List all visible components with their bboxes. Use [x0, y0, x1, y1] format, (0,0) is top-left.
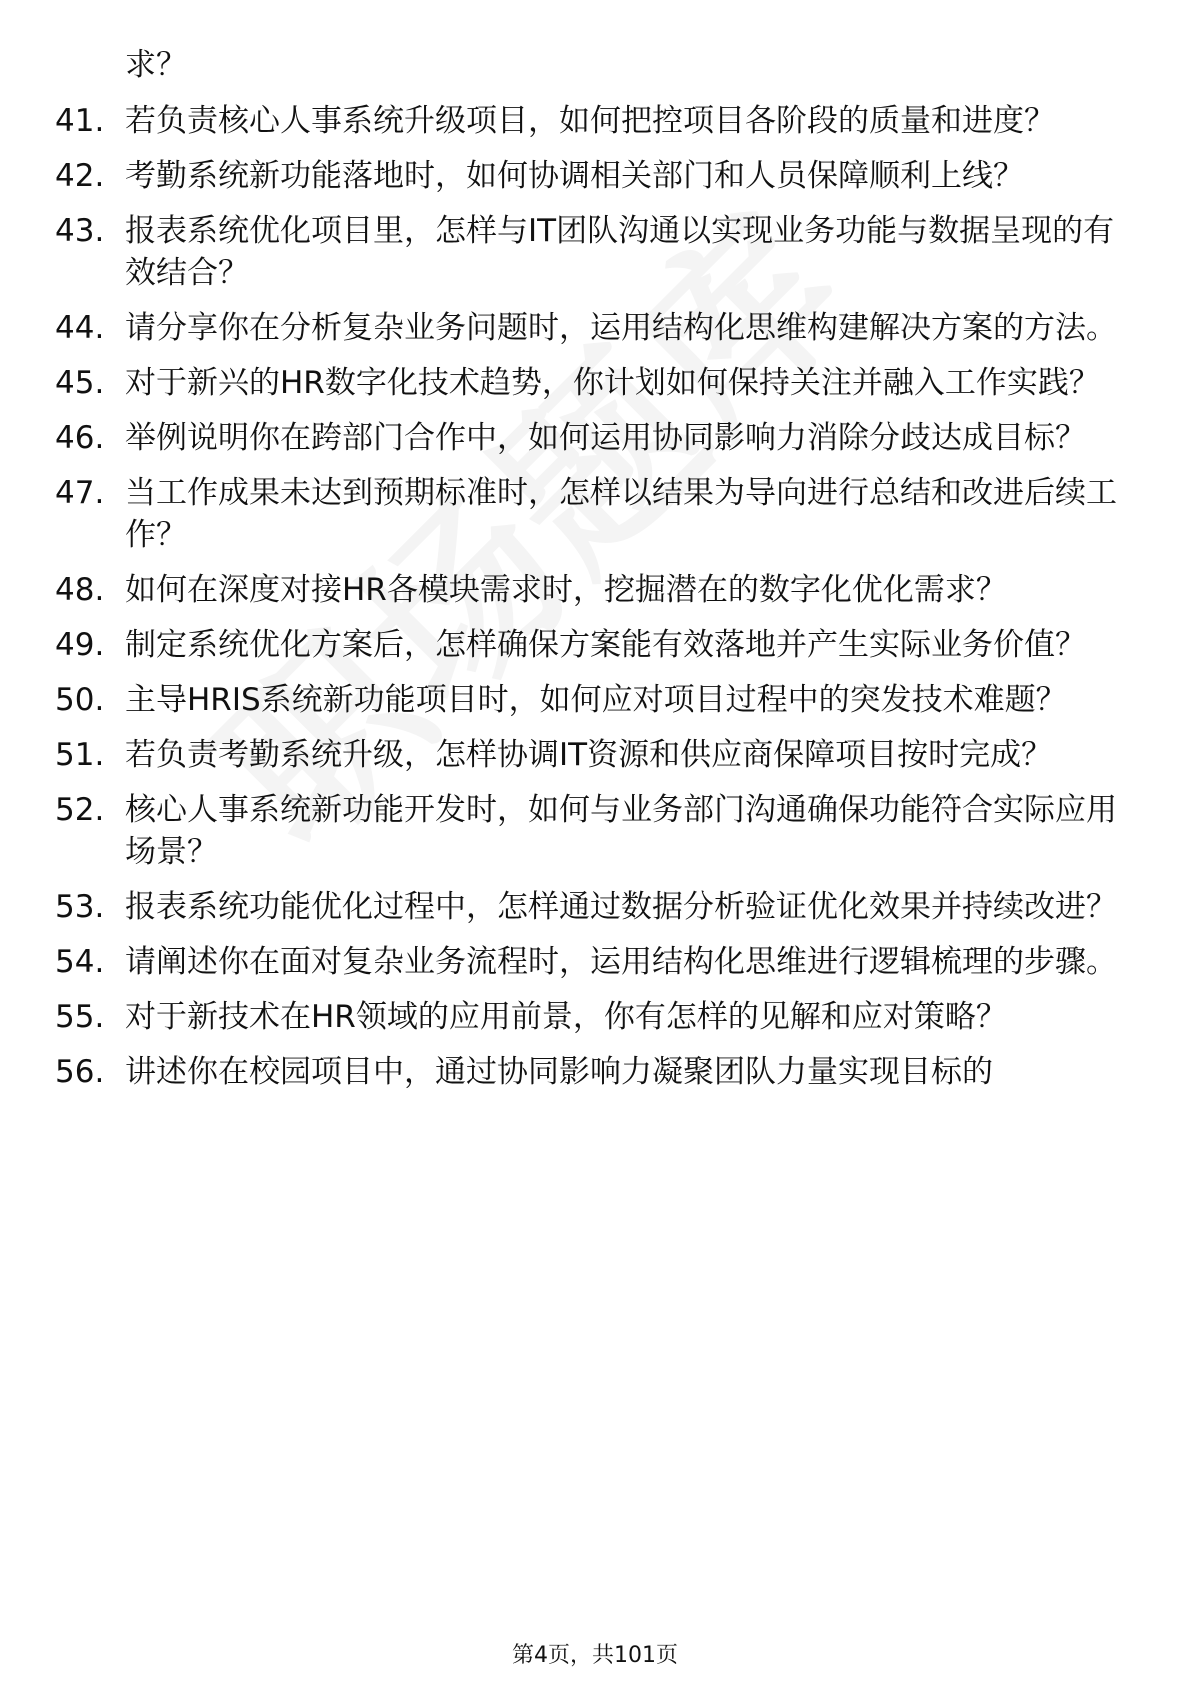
question-item: [55, 100, 1145, 142]
question-text: 报表系统优化项目里，怎样与IT团队沟通以实现业务功能与数据呈现的有效结合？: [125, 213, 1115, 291]
question-item: [55, 210, 1145, 294]
question-item: [55, 569, 1145, 611]
question-item: [55, 996, 1145, 1038]
question-items: [55, 100, 1145, 1093]
question-text: 讲述你在校园项目中，通过协同影响力凝聚团队力量实现目标的: [125, 1054, 993, 1090]
question-number: 53.: [55, 889, 105, 925]
question-number: 43.: [55, 213, 105, 249]
question-item: [55, 789, 1145, 873]
question-item: [55, 679, 1145, 721]
question-number: 49.: [55, 627, 105, 663]
question-item: [55, 1051, 1145, 1093]
question-number: 47.: [55, 475, 105, 511]
question-number: 51.: [55, 737, 105, 773]
question-list: [55, 44, 1145, 1106]
question-item: [55, 472, 1145, 556]
question-text: 举例说明你在跨部门合作中，如何运用协同影响力消除分歧达成目标？: [125, 420, 1086, 456]
question-number: 50.: [55, 682, 105, 718]
question-text: 考勤系统新功能落地时，如何协调相关部门和人员保障顺利上线？: [125, 158, 1024, 194]
question-number: 55.: [55, 999, 105, 1035]
question-text: 当工作成果未达到预期标准时，怎样以结果为导向进行总结和改进后续工作？: [125, 475, 1117, 553]
question-text: 报表系统功能优化过程中，怎样通过数据分析验证优化效果并持续改进？: [125, 889, 1117, 925]
page-footer: 第4页，共101页: [512, 1643, 678, 1668]
question-text: 对于新技术在HR领域的应用前景，你有怎样的见解和应对策略？: [125, 999, 1007, 1035]
question-text: 请分享你在分析复杂业务问题时，运用结构化思维构建解决方案的方法。: [125, 310, 1117, 346]
question-text: 请阐述你在面对复杂业务流程时，运用结构化思维进行逻辑梳理的步骤。: [125, 944, 1117, 980]
question-number: 56.: [55, 1054, 105, 1090]
continuation-text: 求？: [125, 47, 187, 83]
question-item: [55, 624, 1145, 666]
question-item: [55, 941, 1145, 983]
question-item: [55, 307, 1145, 349]
question-number: 44.: [55, 310, 105, 346]
question-number: 42.: [55, 158, 105, 194]
question-item: [55, 362, 1145, 404]
question-text: 制定系统优化方案后，怎样确保方案能有效落地并产生实际业务价值？: [125, 627, 1086, 663]
question-number: 52.: [55, 792, 105, 828]
question-number: 48.: [55, 572, 105, 608]
question-text: 如何在深度对接HR各模块需求时，挖掘潜在的数字化优化需求？: [125, 572, 1007, 608]
question-text: 对于新兴的HR数字化技术趋势，你计划如何保持关注并融入工作实践？: [125, 365, 1100, 401]
question-item: [55, 417, 1145, 459]
question-number: 54.: [55, 944, 105, 980]
question-number: 45.: [55, 365, 105, 401]
question-number: 46.: [55, 420, 105, 456]
question-text: 核心人事系统新功能开发时，如何与业务部门沟通确保功能符合实际应用场景？: [125, 792, 1117, 870]
question-item: [55, 886, 1145, 928]
question-text: 若负责核心人事系统升级项目，如何把控项目各阶段的质量和进度？: [125, 103, 1055, 139]
question-item: [55, 734, 1145, 776]
question-item: [55, 155, 1145, 197]
question-number: 41.: [55, 103, 105, 139]
question-text: 若负责考勤系统升级，怎样协调IT资源和供应商保障项目按时完成？: [125, 737, 1053, 773]
question-text: 主导HRIS系统新功能项目时，如何应对项目过程中的突发技术难题？: [125, 682, 1067, 718]
